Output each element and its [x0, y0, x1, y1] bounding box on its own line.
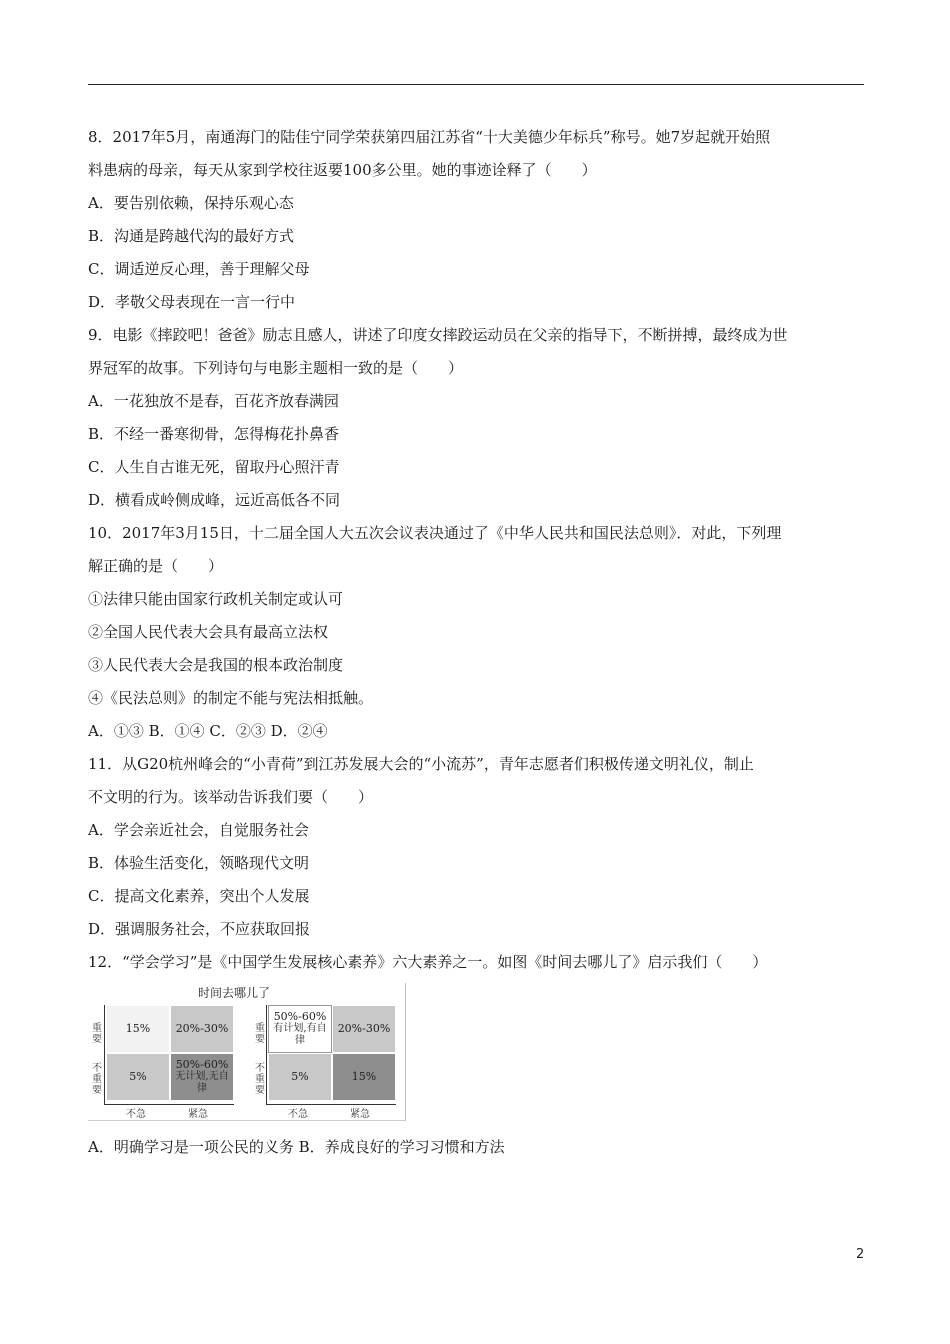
right-x-label-urgent: 紧急 [350, 1109, 370, 1120]
right-cell-important-urgent: 20%-30% [332, 1005, 396, 1053]
question-9-option-b: B．不经一番寒彻骨，怎得梅花扑鼻香 [88, 425, 340, 443]
left-cell-important-not-urgent: 15% [106, 1005, 170, 1053]
header-rule [88, 84, 864, 85]
question-8-stem-line1: 8．2017年5月，南通海门的陆佳宁同学荣获第四届江苏省“十大美德少年标兵”称号。她7岁起就开始照 [88, 128, 771, 146]
question-8-option-b: B．沟通是跨越代沟的最好方式 [88, 227, 295, 245]
question-12-options: A．明确学习是一项公民的义务 B．养成良好的学习习惯和方法 [88, 1138, 505, 1156]
page-number: 2 [856, 1247, 865, 1262]
left-cell-important-urgent: 20%-30% [170, 1005, 234, 1053]
question-11-option-c: C．提高文化素养，突出个人发展 [88, 887, 310, 905]
right-y-axis [266, 1005, 267, 1104]
question-9-option-a: A．一花独放不是春，百花齐放春满园 [88, 392, 339, 410]
left-cell-unimportant-urgent [170, 1053, 234, 1101]
left-x-label-not-urgent: 不急 [126, 1109, 146, 1120]
left-cell-unimportant-not-urgent: 5% [106, 1053, 170, 1101]
question-11 [88, 748, 868, 946]
question-8-option-d: D．孝敬父母表现在一言一行中 [88, 293, 296, 311]
left-cell-unimportant-urgent-value: 50%-60% [175, 1058, 229, 1071]
left-x-axis [104, 1104, 234, 1105]
question-8-option-a: A．要告别依赖，保持乐观心态 [88, 194, 294, 212]
question-8-stem-line2: 料患病的母亲，每天从家到学校往返要100多公里。她的事迹诠释了（ ） [88, 161, 597, 179]
question-9-stem-line2: 界冠军的故事。下列诗句与电影主题相一致的是（ ） [88, 359, 464, 377]
question-9-option-c: C．人生自古谁无死，留取丹心照汗青 [88, 458, 340, 476]
left-x-label-urgent: 紧急 [188, 1109, 208, 1120]
question-11-option-d: D．强调服务社会，不应获取回报 [88, 920, 311, 938]
left-grid [106, 1005, 236, 1103]
question-10-statement-2: ②全国人民代表大会具有最高立法权 [88, 623, 329, 641]
question-10-statement-1: ①法律只能由国家行政机关制定或认可 [88, 590, 344, 608]
right-grid [268, 1005, 398, 1103]
left-y-label-bottom: 不重要 [92, 1063, 102, 1096]
right-cell-unimportant-urgent: 15% [332, 1053, 396, 1101]
question-10-statement-3: ③人民代表大会是我国的根本政治制度 [88, 656, 344, 674]
question-11-option-a: A．学会亲近社会，自觉服务社会 [88, 821, 309, 839]
right-cell-important-not-urgent [268, 1005, 332, 1053]
left-y-axis [104, 1005, 105, 1104]
question-10-stem-line2: 解正确的是（ ） [88, 557, 224, 575]
question-10-statement-4: ④《民法总则》的制定不能与宪法相抵触。 [88, 689, 374, 707]
left-y-label-top: 重要 [92, 1023, 102, 1045]
question-11-stem-line1: 11．从G20杭州峰会的“小青荷”到江苏发展大会的“小流苏”，青年志愿者们积极传递文明礼仪，制止 [88, 755, 754, 773]
question-12 [88, 946, 868, 1164]
right-x-axis [266, 1104, 396, 1105]
question-10-options: A．①③ B．①④ C．②③ D．②④ [88, 722, 328, 740]
page-content [88, 121, 868, 1164]
right-y-label-bottom: 不重要 [255, 1063, 265, 1096]
question-10-stem-line1: 10．2017年3月15日，十二届全国人大五次会议表决通过了《中华人民共和国民法总则》．对此，下列理 [88, 524, 782, 542]
question-10 [88, 517, 868, 748]
right-cell-unimportant-not-urgent: 5% [268, 1053, 332, 1101]
left-cell-unimportant-urgent-note: 无计划,无自律 [175, 1071, 229, 1094]
question-9 [88, 319, 868, 517]
right-x-label-not-urgent: 不急 [288, 1109, 308, 1120]
time-matrix-figure [88, 983, 406, 1121]
question-8 [88, 121, 868, 319]
question-12-stem-line1: 12．“学会学习”是《中国学生发展核心素养》六大素养之一。如图《时间去哪儿了》启示我们（ ） [88, 953, 768, 971]
question-9-option-d: D．横看成岭侧成峰，远近高低各不同 [88, 491, 341, 509]
question-11-option-b: B．体验生活变化，领略现代文明 [88, 854, 310, 872]
question-11-stem-line2: 不文明的行为。该举动告诉我们要（ ） [88, 788, 374, 806]
right-cell-important-not-urgent-note: 有计划,有自律 [273, 1023, 327, 1046]
right-y-label-top: 重要 [255, 1023, 265, 1045]
question-9-stem-line1: 9．电影《摔跤吧！爸爸》励志且感人，讲述了印度女摔跤运动员在父亲的指导下，不断拼搏，最终成为世 [88, 326, 788, 344]
question-8-option-c: C．调适逆反心理，善于理解父母 [88, 260, 310, 278]
right-cell-important-not-urgent-value: 50%-60% [273, 1010, 327, 1023]
figure-title: 时间去哪儿了 [198, 986, 271, 1000]
